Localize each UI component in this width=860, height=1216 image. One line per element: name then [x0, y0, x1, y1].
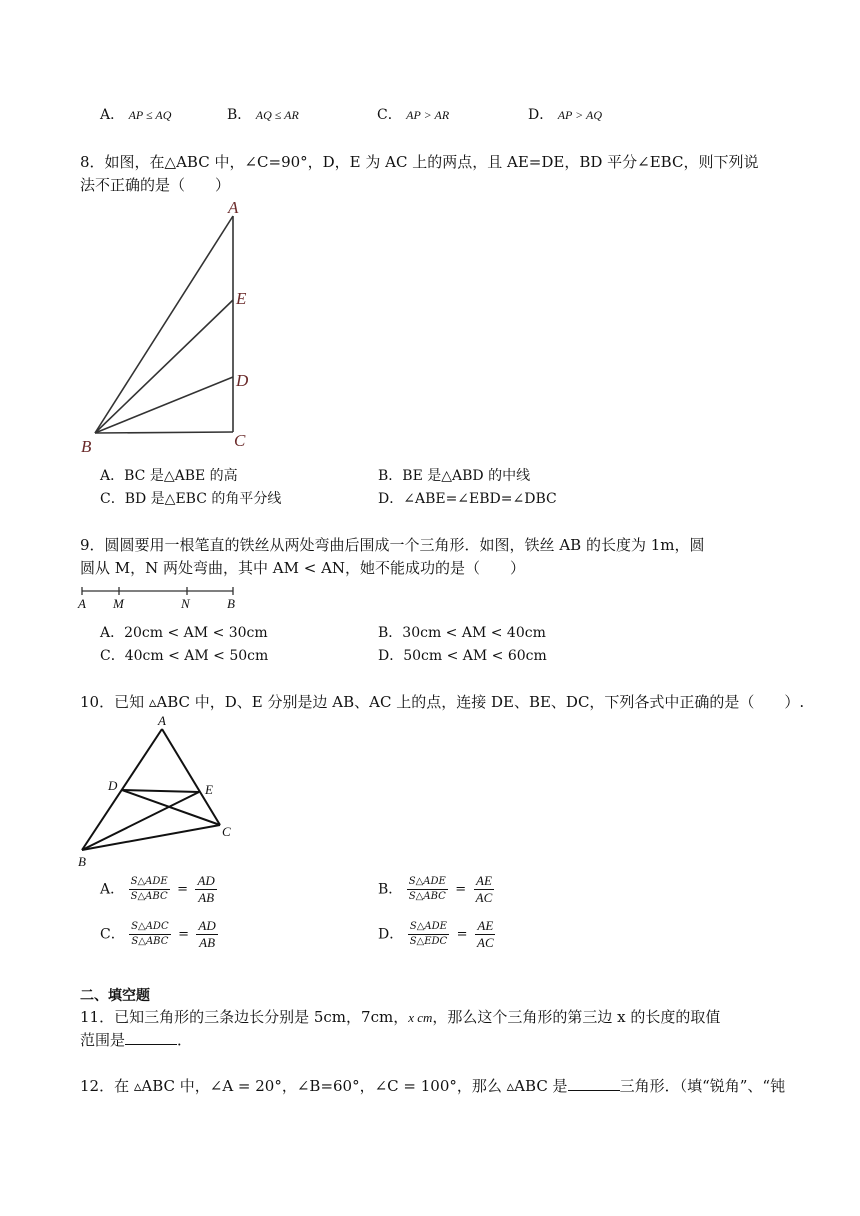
q9-option-b: B．30cm < AM < 40cm [378, 625, 546, 641]
q8-option-c: C．BD 是△EBC 的角平分线 [100, 491, 282, 507]
q9-label-b: B [227, 596, 235, 611]
q7-option-c: C． AP > AR [377, 107, 450, 123]
q8-label-d: D [236, 371, 249, 390]
q10-option-a: A． $\frac{\text{S△ADE}}{\text{S△ABC}}$ = $\frac{AD}{AB}$ [100, 873, 215, 905]
q10-option-c: C． $\frac{\text{S△ADC}}{\text{S△ABC}}$ = $\frac{AD}{AB}$ [100, 918, 216, 950]
q8-option-a: A．BC 是△ABE 的高 [100, 468, 238, 484]
q10-option-d: D． $\frac{\text{S△ADE}}{\text{S△EDC}}$ = $\frac{AE}{AC}$ [378, 918, 494, 950]
q9-label-a: A [78, 596, 86, 611]
q8-label-a: A [228, 198, 239, 217]
q10-stem: 10．已知 ▵ABC 中，D、E 分别是边 AB、AC 上的点，连接 DE、BE、DC，下列各式中正确的是（ ）. [80, 693, 805, 711]
q8-label-e: E [236, 289, 247, 308]
q12-answer-blank[interactable] [568, 1076, 620, 1091]
q10-label-c: C [222, 824, 231, 839]
q9-figure [76, 582, 246, 612]
q8-figure [76, 196, 266, 458]
q11-answer-blank[interactable] [125, 1030, 177, 1045]
q7-option-b: B． AQ ≤ AR [227, 107, 299, 123]
q8-option-b: B．BE 是△ABD 的中线 [378, 468, 531, 484]
q10-figure [74, 712, 244, 872]
q10-label-e: E [205, 782, 213, 797]
q11-stem-line2: 范围是 ． [80, 1031, 193, 1049]
q8-option-d: D．∠ABE=∠EBD=∠DBC [378, 491, 557, 507]
q8-stem-line2: 法不正确的是（ ） [80, 176, 231, 194]
q8-label-b: B [81, 437, 92, 456]
section-title: 二、填空题 [80, 988, 150, 1004]
q9-label-m: M [113, 596, 124, 611]
q11-stem-line1: 11．已知三角形的三条边长分别是 5cm，7cm，x cm，那么这个三角形的第三边 x 的长度的取值 [80, 1008, 721, 1026]
q9-stem-line1: 9．圆圆要用一根笔直的铁丝从两处弯曲后围成一个三角形．如图，铁丝 AB 的长度为 1m，圆 [80, 536, 705, 554]
q7-option-a: A． AP ≤ AQ [100, 107, 172, 123]
q10-option-b: B． $\frac{\text{S△ADE}}{\text{S△ABC}}$ = $\frac{AE}{AC}$ [378, 873, 493, 905]
q9-option-c: C．40cm < AM < 50cm [100, 648, 269, 664]
q7-option-d: D． AP > AQ [528, 107, 603, 123]
q9-label-n: N [181, 596, 190, 611]
q9-stem-line2: 圆从 M，N 两处弯曲，其中 AM < AN，她不能成功的是（ ） [80, 559, 526, 577]
q10-label-b: B [78, 854, 86, 869]
q9-option-a: A．20cm < AM < 30cm [100, 625, 268, 641]
q8-label-c: C [234, 431, 246, 450]
q10-label-d: D [108, 778, 118, 793]
q10-label-a: A [158, 713, 166, 728]
q12-stem: 12．在 ▵ABC 中，∠A = 20°，∠B=60°，∠C = 100°，那么 ▵ABC 是 三角形．（填“锐角”、“钝 [80, 1077, 786, 1095]
q8-stem-line1: 8．如图，在△ABC 中，∠C=90°，D，E 为 AC 上的两点，且 AE=DE，BD 平分∠EBC，则下列说 [80, 153, 759, 171]
q9-option-d: D．50cm < AM < 60cm [378, 648, 547, 664]
